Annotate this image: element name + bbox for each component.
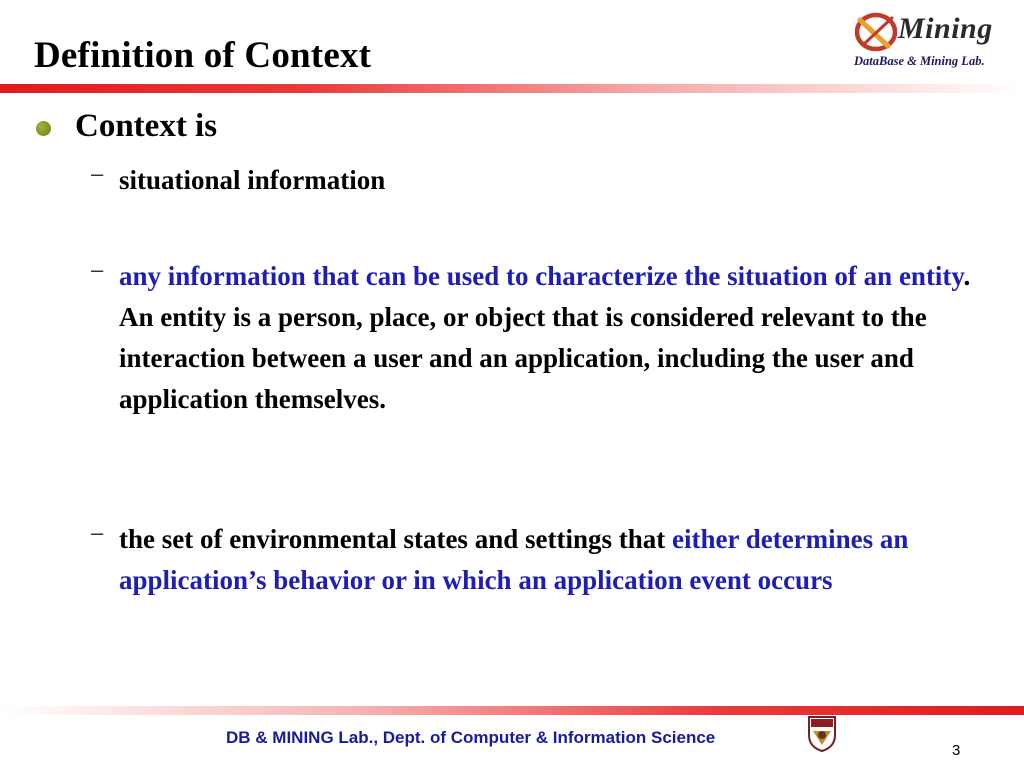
sub-item-text	[119, 160, 989, 201]
logo-tagline: DataBase & Mining Lab.	[854, 54, 985, 68]
main-bullet	[36, 108, 217, 145]
dash-icon: –	[91, 257, 104, 282]
lab-logo	[852, 10, 1002, 74]
top-divider	[0, 84, 1024, 93]
sub-item-2	[91, 256, 991, 420]
text-run: situational information	[119, 165, 386, 195]
bottom-divider	[0, 706, 1024, 715]
dash-icon: –	[91, 161, 104, 186]
university-crest-icon	[807, 715, 837, 753]
highlighted-definition: either determines an application’s behavior or in which an application event occurs	[119, 524, 909, 595]
logo-word: Mining	[898, 12, 993, 45]
text-run: the set of environmental states and settings that	[119, 524, 672, 554]
sub-item-text	[119, 519, 989, 601]
footer-text: DB & MINING Lab., Dept. of Computer & Information Science	[226, 728, 716, 747]
sub-item-3	[91, 519, 991, 601]
bullet-dot-icon	[36, 121, 51, 136]
text-run: . An entity is a person, place, or object that is considered relevant to the interaction between a user and an application, including the user and application themselves.	[119, 261, 971, 414]
sub-item-text	[119, 256, 989, 420]
logo-mark-icon	[854, 12, 900, 52]
highlighted-definition: any information that can be used to characterize the situation of an entity	[119, 261, 964, 291]
dash-icon: –	[91, 520, 104, 545]
sub-item-1	[91, 160, 991, 201]
page-number: 3	[952, 742, 961, 759]
slide-title: Definition of Context	[34, 35, 372, 76]
main-bullet-text: Context is	[75, 108, 218, 144]
